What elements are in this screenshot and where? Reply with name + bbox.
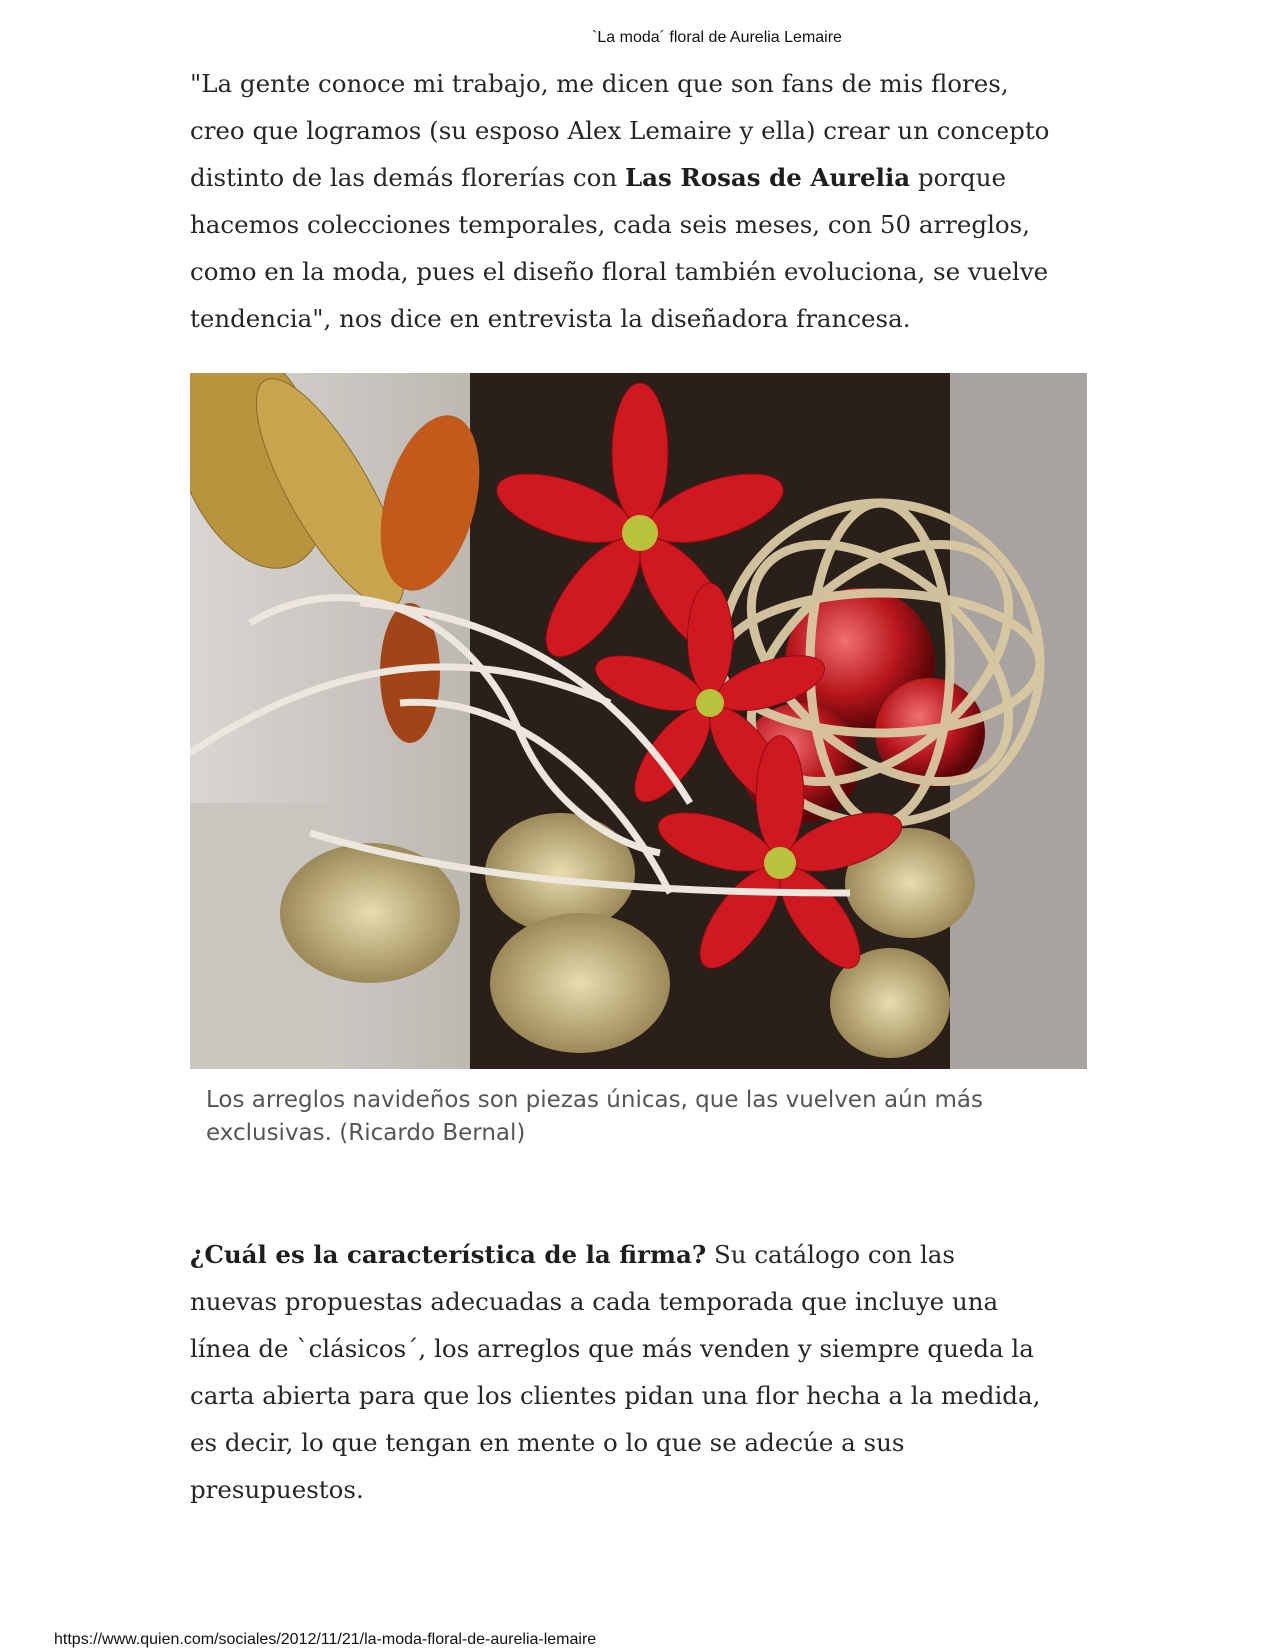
- photo-caption: [206, 1084, 1086, 1150]
- paragraph-line: tendencia", nos dice en entrevista la diseñadora francesa.: [190, 304, 911, 333]
- paragraph-text: Su catálogo con las: [706, 1240, 955, 1269]
- paragraph-line: [190, 154, 1090, 201]
- paragraph-line: como en la moda, pues el diseño floral también evoluciona, se vuelve: [190, 257, 1049, 286]
- page-footer-url: https://www.quien.com/sociales/2012/11/21/la-moda-floral-de-aurelia-lemaire: [54, 1631, 597, 1648]
- paragraph-line: nuevas propuestas adecuadas a cada temporada que incluye una: [190, 1287, 999, 1316]
- caption-line: Los arreglos navideños son piezas únicas, que las vuelven aún más: [206, 1087, 984, 1113]
- question-bold: ¿Cuál es la característica de la firma?: [190, 1240, 707, 1269]
- caption-line: exclusivas. (Ricardo Bernal): [206, 1120, 526, 1146]
- paragraph-line: carta abierta para que los clientes pidan una flor hecha a la medida,: [190, 1381, 1041, 1410]
- page-header-title: `La moda´ floral de Aurelia Lemaire: [592, 29, 842, 46]
- article-paragraph-quote: [190, 60, 1090, 342]
- paragraph-line: creo que logramos (su esposo Alex Lemaire y ella) crear un concepto: [190, 116, 1050, 145]
- paragraph-line: "La gente conoce mi trabajo, me dicen que son fans de mis flores,: [190, 69, 1009, 98]
- paragraph-line: hacemos colecciones temporales, cada seis meses, con 50 arreglos,: [190, 210, 1031, 239]
- floral-arrangement-illustration: [190, 373, 1087, 1069]
- paragraph-text: porque: [910, 163, 1007, 192]
- paragraph-line: [190, 1231, 1090, 1278]
- paragraph-line: presupuestos.: [190, 1475, 364, 1504]
- paragraph-text: distinto de las demás florerías con: [190, 163, 625, 192]
- christmas-arrangement-photo: [190, 373, 1087, 1069]
- brand-name-bold: Las Rosas de Aurelia: [624, 163, 911, 192]
- paragraph-line: es decir, lo que tengan en mente o lo que se adecúe a sus: [190, 1428, 905, 1457]
- article-paragraph-question: [190, 1231, 1090, 1513]
- paragraph-line: línea de `clásicos´, los arreglos que más venden y siempre queda la: [190, 1334, 1034, 1363]
